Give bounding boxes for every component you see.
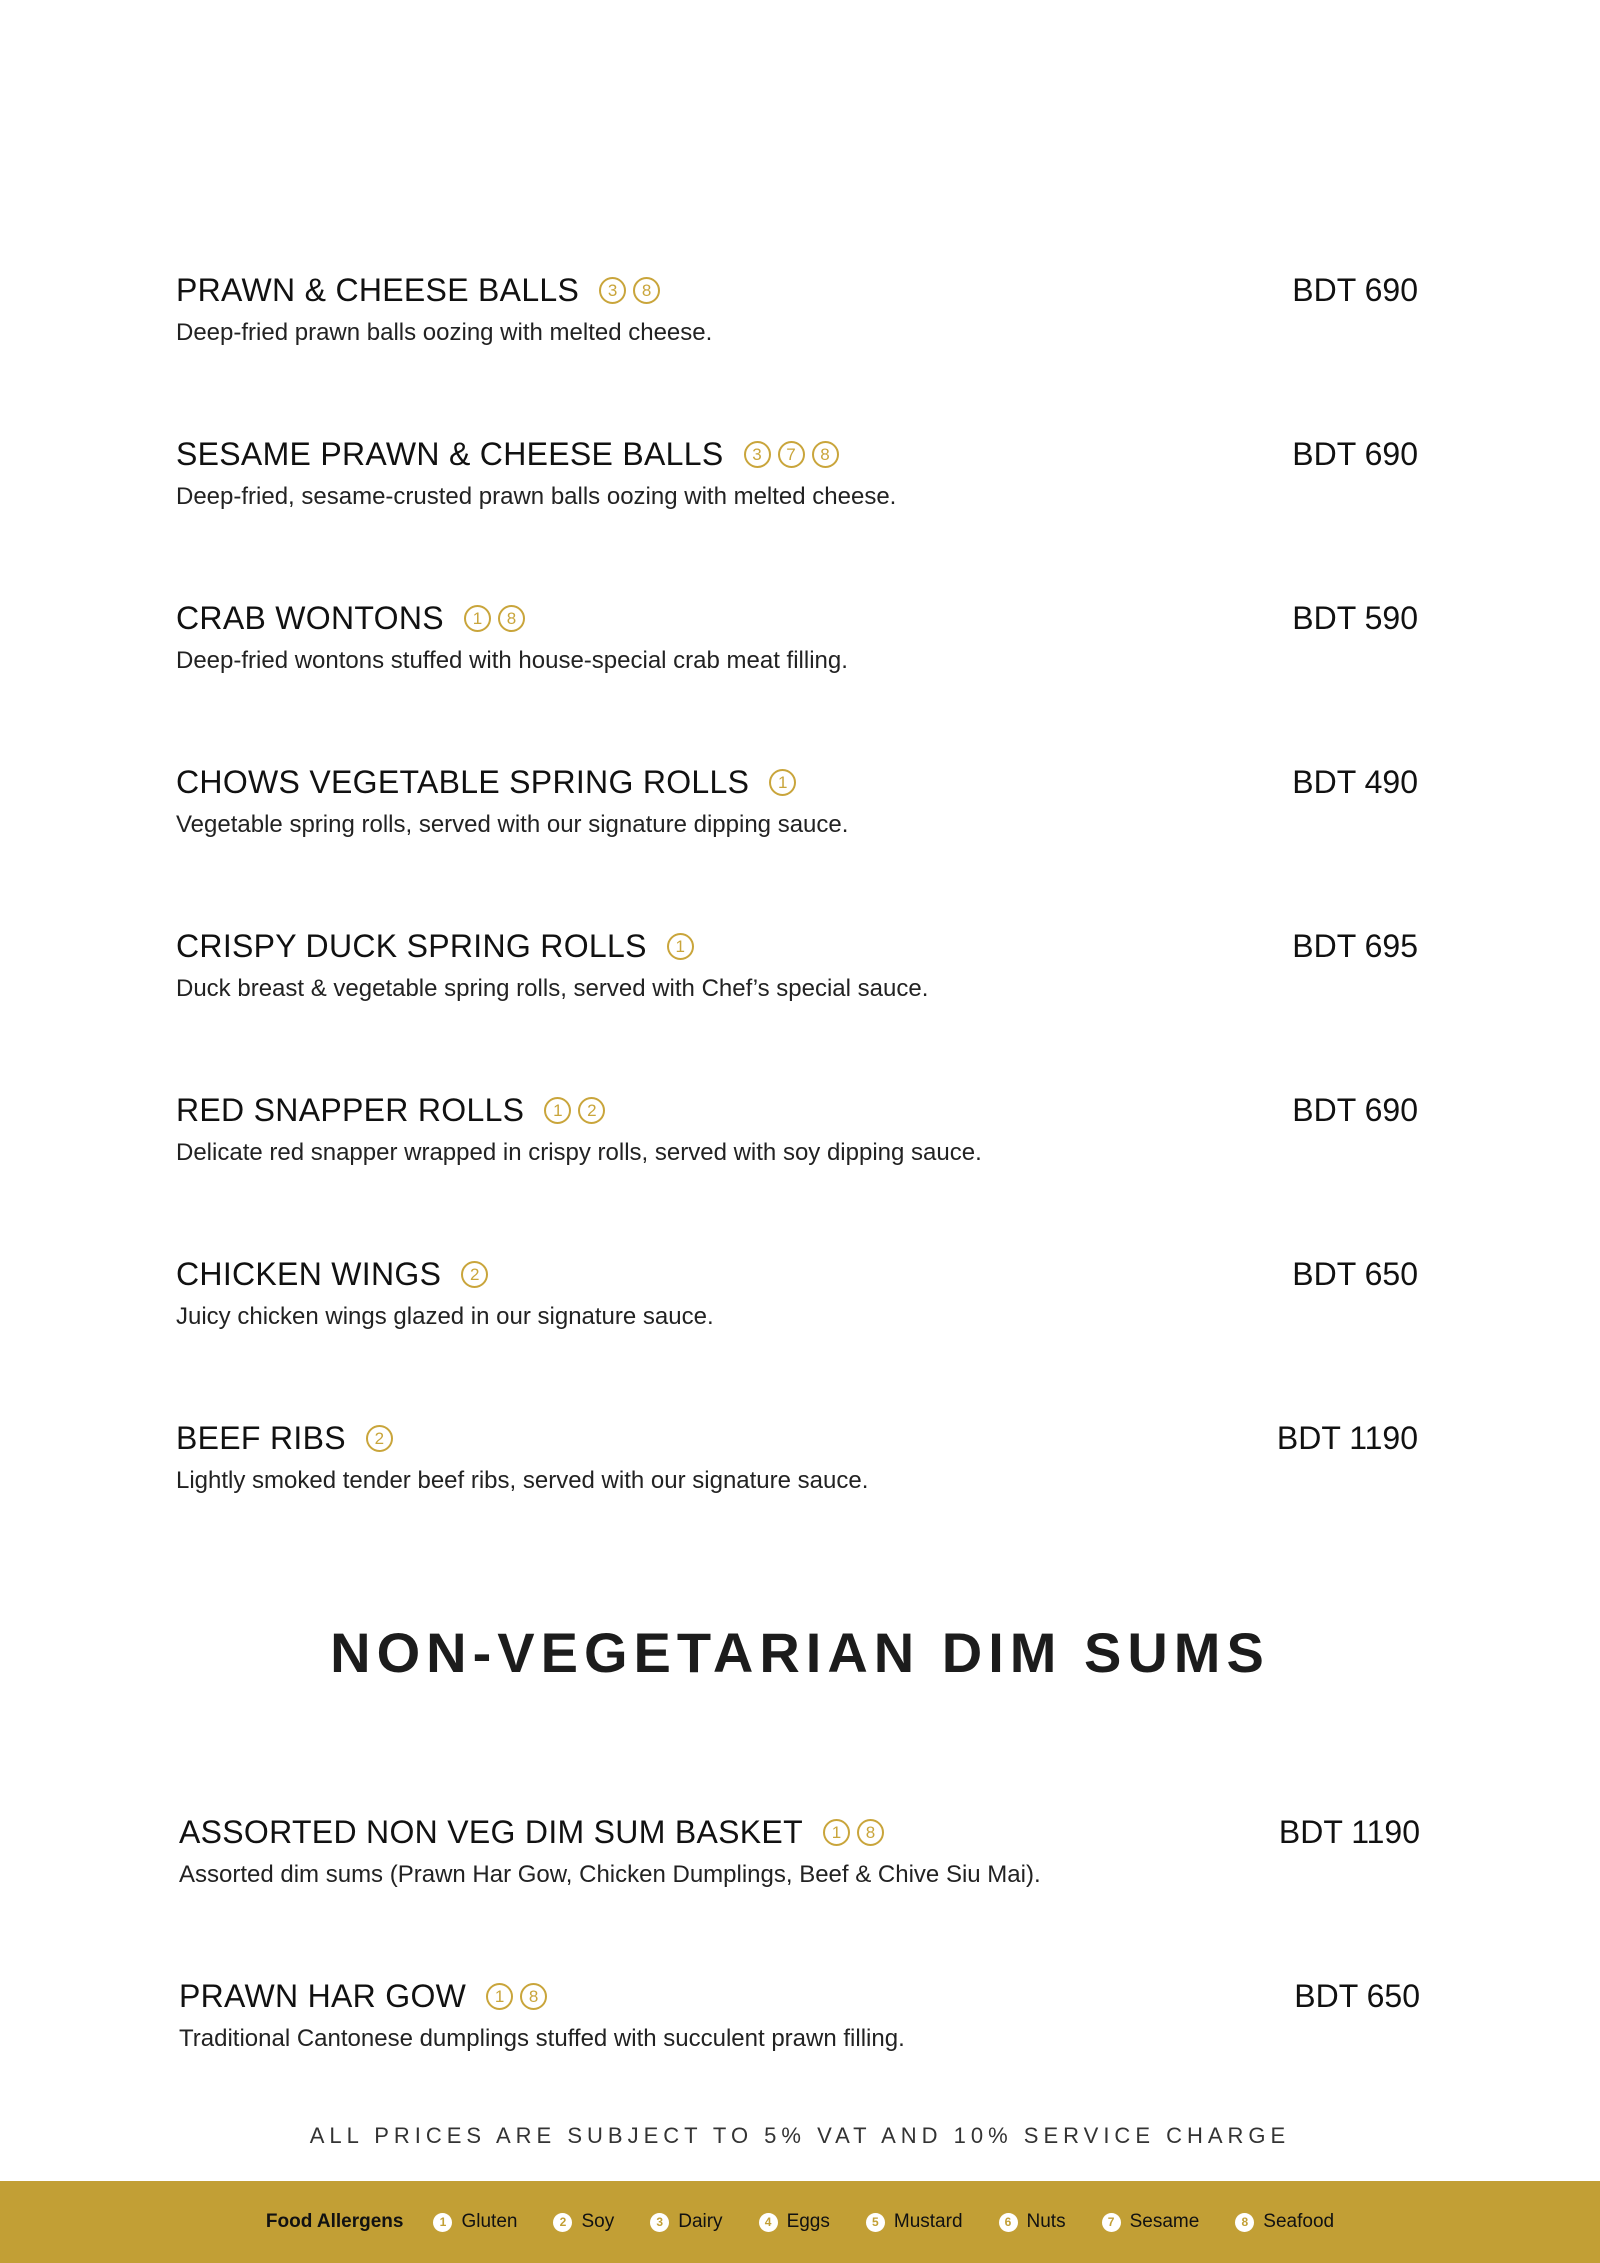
allergen-name: Gluten <box>461 2211 518 2232</box>
allergen-number-icon: 4 <box>759 2213 778 2232</box>
menu-item <box>176 434 1418 511</box>
allergen-name: Nuts <box>1026 2211 1066 2232</box>
allergen-badges <box>769 769 803 796</box>
item-name: PRAWN & CHEESE BALLS <box>176 271 580 308</box>
allergen-badge-icon: 2 <box>461 1261 488 1288</box>
item-price: BDT 690 <box>1292 435 1418 472</box>
allergen-badges <box>486 1983 554 2010</box>
item-description: Deep-fried prawn balls oozing with melted cheese. <box>176 319 713 346</box>
menu-item <box>179 1976 1420 2053</box>
allergen-badge-icon: 8 <box>498 605 525 632</box>
allergen-badge-icon: 8 <box>857 1819 884 1846</box>
menu-item <box>176 1090 1418 1167</box>
allergen-number-icon: 5 <box>866 2213 885 2232</box>
allergen-legend-item <box>650 2211 722 2233</box>
allergen-badge-icon: 1 <box>823 1819 850 1846</box>
allergen-badge-icon: 1 <box>544 1097 571 1124</box>
item-name: CHICKEN WINGS <box>176 1255 442 1292</box>
item-name: BEEF RIBS <box>176 1419 346 1456</box>
allergen-badge-icon: 1 <box>464 605 491 632</box>
allergen-legend-item <box>866 2211 963 2233</box>
item-description: Deep-fried, sesame-crusted prawn balls oozing with melted cheese. <box>176 483 897 510</box>
allergen-badges <box>461 1261 495 1288</box>
menu-item <box>176 762 1418 839</box>
item-price: BDT 650 <box>1292 1255 1418 1292</box>
allergen-legend-item <box>759 2211 830 2233</box>
item-description: Assorted dim sums (Prawn Har Gow, Chicken Dumplings, Beef & Chive Siu Mai). <box>179 1861 1041 1888</box>
allergen-name: Mustard <box>893 2211 963 2232</box>
item-price: BDT 1190 <box>1278 1813 1420 1850</box>
allergen-legend-item <box>553 2211 614 2233</box>
menu-item <box>176 598 1418 675</box>
allergen-badges <box>823 1819 891 1846</box>
item-description: Deep-fried wontons stuffed with house-special crab meat filling. <box>176 647 848 674</box>
item-name: SESAME PRAWN & CHEESE BALLS <box>176 435 724 472</box>
allergen-badges <box>667 933 701 960</box>
allergen-legend <box>0 2181 1600 2263</box>
allergen-name: Sesame <box>1129 2211 1200 2232</box>
allergen-number-icon: 6 <box>999 2213 1018 2232</box>
allergen-badge-icon: 2 <box>366 1425 393 1452</box>
item-name: ASSORTED NON VEG DIM SUM BASKET <box>179 1813 803 1850</box>
allergen-badges <box>544 1097 612 1124</box>
allergen-badge-icon: 1 <box>486 1983 513 2010</box>
menu-item <box>176 270 1418 347</box>
allergen-name: Seafood <box>1263 2211 1335 2232</box>
allergen-badge-icon: 2 <box>578 1097 605 1124</box>
item-price: BDT 490 <box>1292 763 1418 800</box>
item-description: Lightly smoked tender beef ribs, served with our signature sauce. <box>176 1467 869 1494</box>
item-name: PRAWN HAR GOW <box>179 1977 467 2014</box>
item-price: BDT 690 <box>1292 1091 1418 1128</box>
item-price: BDT 1190 <box>1276 1419 1418 1456</box>
allergen-badge-icon: 7 <box>778 441 805 468</box>
allergen-number-icon: 3 <box>650 2213 669 2232</box>
allergen-name: Eggs <box>786 2211 830 2232</box>
allergen-name: Dairy <box>678 2211 723 2232</box>
item-price: BDT 650 <box>1294 1977 1420 2014</box>
item-name: CRAB WONTONS <box>176 599 444 636</box>
menu-item <box>179 1812 1420 1889</box>
allergen-badge-icon: 8 <box>633 277 660 304</box>
item-description: Duck breast & vegetable spring rolls, served with Chef’s special sauce. <box>176 975 929 1002</box>
allergen-badges <box>599 277 667 304</box>
allergen-number-icon: 1 <box>433 2213 452 2232</box>
allergen-legend-item <box>999 2211 1066 2233</box>
menu-item <box>176 1418 1418 1495</box>
allergen-number-icon: 8 <box>1235 2213 1254 2232</box>
section-title: NON-VEGETARIAN DIM SUMS <box>330 1621 1270 1684</box>
allergen-number-icon: 2 <box>553 2213 572 2232</box>
allergen-legend-item <box>433 2211 517 2233</box>
item-price: BDT 695 <box>1292 927 1418 964</box>
pricing-note: ALL PRICES ARE SUBJECT TO 5% VAT AND 10% SERVICE CHARGE <box>309 2123 1291 2148</box>
item-description: Delicate red snapper wrapped in crispy rolls, served with soy dipping sauce. <box>176 1139 982 1166</box>
allergen-badge-icon: 8 <box>520 1983 547 2010</box>
allergen-name: Soy <box>581 2211 615 2232</box>
item-price: BDT 690 <box>1292 271 1418 308</box>
allergen-badge-icon: 3 <box>744 441 771 468</box>
allergen-badge-icon: 1 <box>769 769 796 796</box>
allergen-number-icon: 7 <box>1102 2213 1121 2232</box>
allergen-badge-icon: 8 <box>812 441 839 468</box>
item-description: Traditional Cantonese dumplings stuffed with succulent prawn filling. <box>179 2025 905 2052</box>
allergen-legend-item <box>1235 2211 1334 2233</box>
item-name: RED SNAPPER ROLLS <box>176 1091 525 1128</box>
allergen-badge-icon: 1 <box>667 933 694 960</box>
item-price: BDT 590 <box>1292 599 1418 636</box>
item-description: Vegetable spring rolls, served with our signature dipping sauce. <box>176 811 849 838</box>
allergen-legend-label: Food Allergens <box>265 2211 404 2232</box>
allergen-badges <box>464 605 532 632</box>
allergen-legend-item <box>1102 2211 1200 2233</box>
allergen-badges <box>744 441 846 468</box>
menu-item <box>176 1254 1418 1331</box>
item-description: Juicy chicken wings glazed in our signature sauce. <box>176 1303 714 1330</box>
item-name: CHOWS VEGETABLE SPRING ROLLS <box>176 763 750 800</box>
allergen-badges <box>366 1425 400 1452</box>
item-name: CRISPY DUCK SPRING ROLLS <box>176 927 647 964</box>
allergen-badge-icon: 3 <box>599 277 626 304</box>
menu-item <box>176 926 1418 1003</box>
